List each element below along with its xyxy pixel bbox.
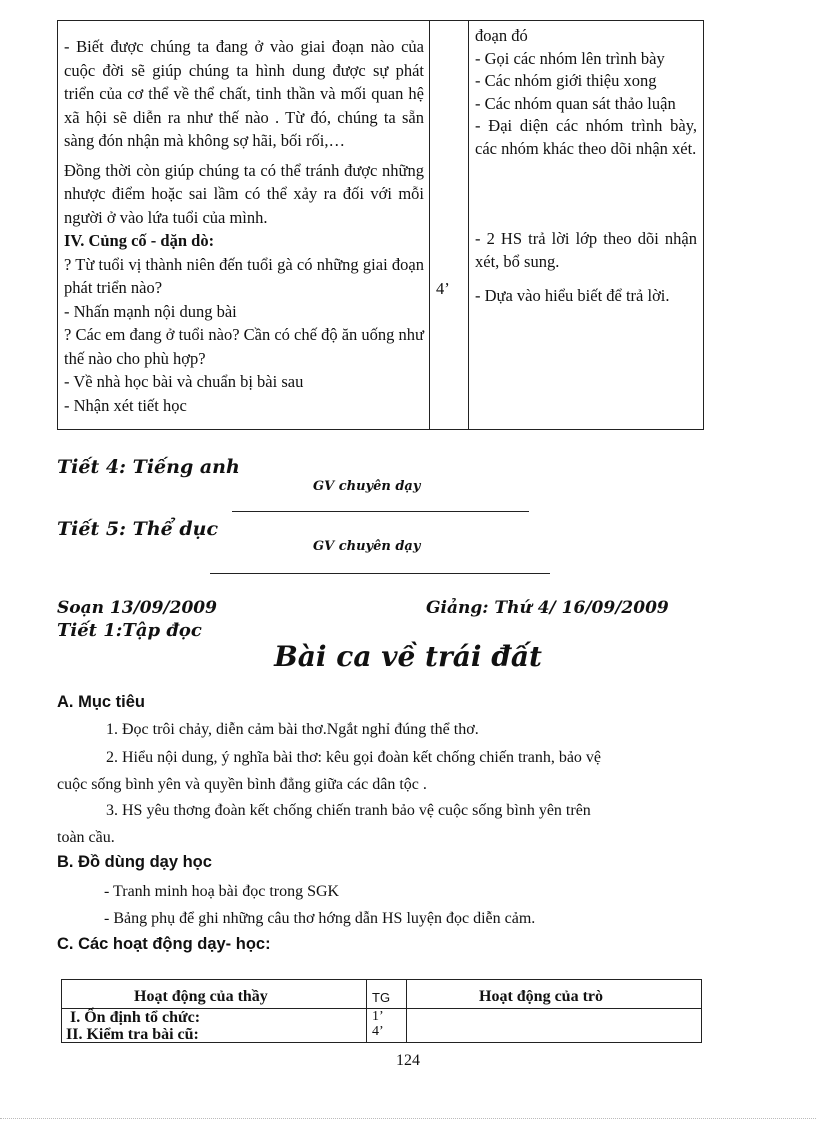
question: ? Các em đang ở tuổi nào? Cần có chế độ ăn uống như thế nào cho phù hợp? xyxy=(64,325,424,368)
time-cell: 4’ xyxy=(436,279,450,298)
teacher-activity-column xyxy=(64,35,424,417)
section-a-heading: A. Mục tiêu xyxy=(57,693,146,711)
soan-date: Soạn 13/09/2009 xyxy=(57,598,217,618)
material-1: - Tranh minh hoạ bài đọc trong SGK xyxy=(104,883,340,900)
objective-2: 2. Hiểu nội dung, ý nghĩa bài thơ: kêu gọi đoàn kết chống chiến tranh, bảo vệ xyxy=(106,749,602,766)
activity-table xyxy=(61,979,702,1043)
material-2: - Bảng phụ để ghi những câu thơ hớng dẫn HS luyện đọc diễn cảm. xyxy=(104,910,536,927)
question: ? Từ tuổi vị thành niên đến tuổi gà có những giai đoạn phát triển nào? xyxy=(64,254,424,297)
list-item: - Các nhóm giới thiệu xong xyxy=(475,71,657,90)
divider xyxy=(210,573,550,574)
tiet4-teacher: GV chuyên dạy xyxy=(313,479,421,494)
list-item: - Dựa vào hiểu biết để trả lời. xyxy=(475,286,670,305)
paragraph: - Biết được chúng ta đang ở vào giai đoạn nào của cuộc đời sẽ giúp chúng ta hình dung được sự phát triển của cơ thể về thể chất, tinh thần và mối quan hệ xã hội sẽ diễn ra như thế nào . Từ đó, chúng ta sẵn sàng đón nhận mà không sợ hãi, bối rối,… xyxy=(64,37,424,150)
objective-2-cont: cuộc sống bình yên và quyền bình đẳng giữa các dân tộc . xyxy=(57,776,427,793)
tiet1-heading: Tiết 1:Tập đọc xyxy=(57,620,202,641)
row-review-time: 4’ xyxy=(372,1024,384,1039)
lesson-table-top xyxy=(57,20,704,430)
tiet5-teacher: GV chuyên dạy xyxy=(313,539,421,554)
section-b-heading: B. Đồ dùng dạy học xyxy=(57,853,212,871)
paragraph: Đồng thời còn giúp chúng ta có thể tránh được những nhược điểm hoặc sai lầm có thể xảy ra đối với mỗi người ở vào lứa tuổi của mình. xyxy=(64,160,424,227)
row-stabilize: I. Ổn định tổ chức: xyxy=(70,1009,201,1026)
list-item: - Nhận xét tiết học xyxy=(64,395,187,415)
objective-1: 1. Đọc trôi chảy, diễn cảm bài thơ.Ngắt nghỉ đúng thể thơ. xyxy=(106,721,479,738)
section-heading: IV. Củng cố - dặn dò: xyxy=(64,231,215,250)
giang-date: Giảng: Thứ 4/ 16/09/2009 xyxy=(426,598,669,618)
column-divider xyxy=(468,21,469,429)
header-teacher: Hoạt động của thầy xyxy=(134,988,268,1005)
list-item: - Gọi các nhóm lên trình bày xyxy=(475,48,665,68)
tiet4-heading: Tiết 4: Tiếng anh xyxy=(57,456,240,478)
list-item: - Đại diện các nhóm trình bày, các nhóm khác theo dõi nhận xét. xyxy=(475,116,697,158)
page-number: 124 xyxy=(396,1052,420,1069)
column-divider xyxy=(366,980,367,1042)
lesson-title: Bài ca về trái đất xyxy=(274,640,542,673)
objective-3-cont: toàn cầu. xyxy=(57,829,115,846)
page-edge xyxy=(0,1118,816,1119)
tiet5-heading: Tiết 5: Thể dục xyxy=(57,518,219,540)
student-activity-column xyxy=(475,25,697,308)
column-divider xyxy=(406,980,407,1042)
header-student: Hoạt động của trò xyxy=(479,988,603,1005)
section-c-heading: C. Các hoạt động dạy- học: xyxy=(57,935,271,953)
header-time: TG xyxy=(372,990,391,1005)
column-divider xyxy=(429,21,430,429)
list-item: - 2 HS trả lời lớp theo dõi nhận xét, bổ sung. xyxy=(475,229,697,271)
list-item: - Các nhóm quan sát thảo luận xyxy=(475,93,676,113)
divider xyxy=(232,511,529,512)
row-review: II. Kiểm tra bài cũ: xyxy=(66,1026,199,1043)
row-stabilize-time: 1’ xyxy=(372,1009,384,1024)
list-item: đoạn đó xyxy=(475,26,528,45)
objective-3: 3. HS yêu thơng đoàn kết chống chiến tranh bảo vệ cuộc sống bình yên trên xyxy=(106,802,591,819)
list-item: - Về nhà học bài và chuẩn bị bài sau xyxy=(64,372,304,391)
list-item: - Nhấn mạnh nội dung bài xyxy=(64,301,237,321)
